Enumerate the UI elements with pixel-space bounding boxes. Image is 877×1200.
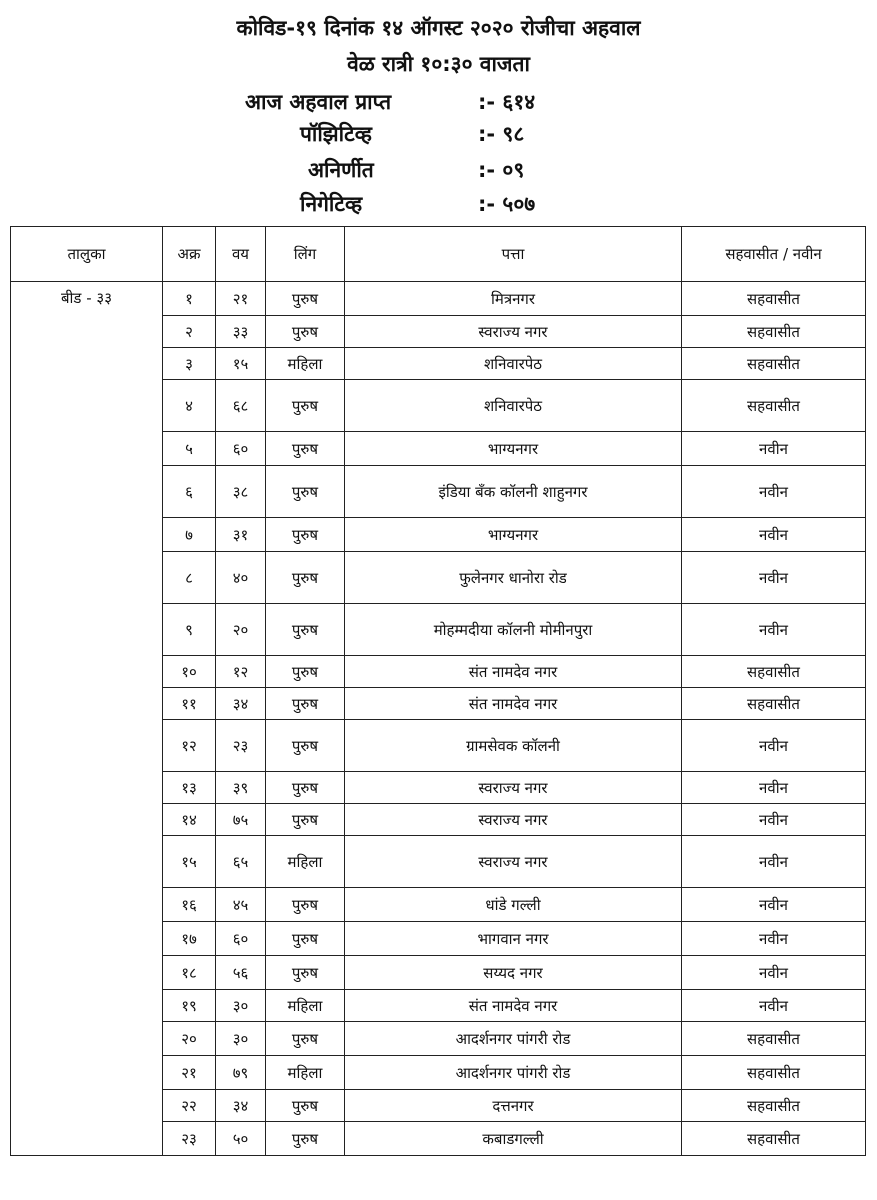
serial-cell: ३ xyxy=(163,348,216,380)
address-cell: मोहम्मदीया कॉलनी मोमीनपुरा xyxy=(345,604,682,656)
taluka-empty-cell xyxy=(11,380,163,432)
table-row xyxy=(11,836,866,888)
address-cell: इंडिया बँक कॉलनी शाहुनगर xyxy=(345,466,682,518)
gender-cell: पुरुष xyxy=(266,772,345,804)
age-cell: ३० xyxy=(216,1022,266,1056)
serial-cell: ७ xyxy=(163,518,216,552)
gender-cell: पुरुष xyxy=(266,956,345,990)
serial-cell: ८ xyxy=(163,552,216,604)
serial-cell: २३ xyxy=(163,1122,216,1156)
age-cell: ६० xyxy=(216,432,266,466)
age-cell: ३४ xyxy=(216,1090,266,1122)
type-cell: नवीन xyxy=(682,956,866,990)
taluka-empty-cell xyxy=(11,956,163,990)
age-cell: ३८ xyxy=(216,466,266,518)
age-cell: १५ xyxy=(216,348,266,380)
table-row xyxy=(11,922,866,956)
type-cell: नवीन xyxy=(682,804,866,836)
gender-cell: पुरुष xyxy=(266,922,345,956)
age-cell: ३१ xyxy=(216,518,266,552)
address-cell: संत नामदेव नगर xyxy=(345,990,682,1022)
table-row xyxy=(11,1056,866,1090)
address-cell: स्वराज्य नगर xyxy=(345,804,682,836)
summary-value: :- ९८ xyxy=(478,122,525,146)
table-row xyxy=(11,956,866,990)
serial-cell: २२ xyxy=(163,1090,216,1122)
gender-cell: पुरुष xyxy=(266,316,345,348)
serial-cell: ९ xyxy=(163,604,216,656)
taluka-empty-cell xyxy=(11,888,163,922)
type-cell: सहवासीत xyxy=(682,656,866,688)
table-row xyxy=(11,888,866,922)
age-cell: ३३ xyxy=(216,316,266,348)
type-cell: नवीन xyxy=(682,990,866,1022)
age-cell: ७९ xyxy=(216,1056,266,1090)
taluka-empty-cell xyxy=(11,720,163,772)
taluka-empty-cell xyxy=(11,772,163,804)
gender-cell: महिला xyxy=(266,836,345,888)
taluka-empty-cell xyxy=(11,1022,163,1056)
type-cell: सहवासीत xyxy=(682,348,866,380)
table-row xyxy=(11,772,866,804)
summary-value: :- ५०७ xyxy=(478,192,536,216)
taluka-empty-cell xyxy=(11,990,163,1022)
address-cell: शनिवारपेठ xyxy=(345,348,682,380)
serial-cell: १३ xyxy=(163,772,216,804)
address-cell: दत्तनगर xyxy=(345,1090,682,1122)
serial-cell: ११ xyxy=(163,688,216,720)
table-row xyxy=(11,656,866,688)
serial-cell: ५ xyxy=(163,432,216,466)
patient-table xyxy=(10,226,866,1156)
serial-cell: १८ xyxy=(163,956,216,990)
header-address: पत्ता xyxy=(345,227,682,282)
age-cell: ५० xyxy=(216,1122,266,1156)
type-cell: नवीन xyxy=(682,604,866,656)
age-cell: ७५ xyxy=(216,804,266,836)
type-cell: नवीन xyxy=(682,432,866,466)
type-cell: सहवासीत xyxy=(682,1090,866,1122)
taluka-empty-cell xyxy=(11,804,163,836)
gender-cell: पुरुष xyxy=(266,1122,345,1156)
table-row xyxy=(11,432,866,466)
taluka-empty-cell xyxy=(11,836,163,888)
gender-cell: पुरुष xyxy=(266,282,345,316)
taluka-empty-cell xyxy=(11,1090,163,1122)
taluka-empty-cell xyxy=(11,922,163,956)
type-cell: सहवासीत xyxy=(682,1056,866,1090)
gender-cell: पुरुष xyxy=(266,804,345,836)
address-cell: संत नामदेव नगर xyxy=(345,656,682,688)
serial-cell: १७ xyxy=(163,922,216,956)
serial-cell: २ xyxy=(163,316,216,348)
age-cell: २० xyxy=(216,604,266,656)
gender-cell: पुरुष xyxy=(266,552,345,604)
gender-cell: पुरुष xyxy=(266,656,345,688)
serial-cell: १५ xyxy=(163,836,216,888)
age-cell: ४५ xyxy=(216,888,266,922)
table-row xyxy=(11,518,866,552)
gender-cell: महिला xyxy=(266,990,345,1022)
type-cell: सहवासीत xyxy=(682,1022,866,1056)
serial-cell: १९ xyxy=(163,990,216,1022)
summary-label: आज अहवाल प्राप्त xyxy=(245,90,392,114)
age-cell: ५६ xyxy=(216,956,266,990)
header-gender: लिंग xyxy=(266,227,345,282)
table-row xyxy=(11,1090,866,1122)
age-cell: ३४ xyxy=(216,688,266,720)
address-cell: स्वराज्य नगर xyxy=(345,772,682,804)
type-cell: सहवासीत xyxy=(682,282,866,316)
table-row xyxy=(11,720,866,772)
age-cell: ३९ xyxy=(216,772,266,804)
address-cell: आदर्शनगर पांगरी रोड xyxy=(345,1056,682,1090)
table-header-row xyxy=(11,227,866,282)
gender-cell: पुरुष xyxy=(266,466,345,518)
summary-label: पॉझिटिव्ह xyxy=(300,122,372,146)
address-cell: भाग्यनगर xyxy=(345,432,682,466)
gender-cell: पुरुष xyxy=(266,1022,345,1056)
header-type: सहवासीत / नवीन xyxy=(682,227,866,282)
table-row xyxy=(11,466,866,518)
address-cell: स्वराज्य नगर xyxy=(345,836,682,888)
taluka-empty-cell xyxy=(11,552,163,604)
summary-value: :- ६१४ xyxy=(478,90,536,114)
header-age: वय xyxy=(216,227,266,282)
taluka-empty-cell xyxy=(11,656,163,688)
taluka-empty-cell xyxy=(11,466,163,518)
type-cell: सहवासीत xyxy=(682,316,866,348)
table-row xyxy=(11,1022,866,1056)
table-row xyxy=(11,688,866,720)
taluka-empty-cell xyxy=(11,348,163,380)
taluka-empty-cell xyxy=(11,1056,163,1090)
summary-label: निगेटिव्ह xyxy=(300,192,363,216)
gender-cell: पुरुष xyxy=(266,380,345,432)
type-cell: नवीन xyxy=(682,836,866,888)
taluka-cell: बीड - ३३ xyxy=(11,282,163,316)
gender-cell: पुरुष xyxy=(266,604,345,656)
table-body xyxy=(11,282,866,1156)
serial-cell: १ xyxy=(163,282,216,316)
table-row xyxy=(11,348,866,380)
serial-cell: १४ xyxy=(163,804,216,836)
address-cell: संत नामदेव नगर xyxy=(345,688,682,720)
serial-cell: १० xyxy=(163,656,216,688)
taluka-empty-cell xyxy=(11,518,163,552)
type-cell: नवीन xyxy=(682,888,866,922)
gender-cell: पुरुष xyxy=(266,518,345,552)
serial-cell: ४ xyxy=(163,380,216,432)
type-cell: सहवासीत xyxy=(682,688,866,720)
summary-label: अनिर्णीत xyxy=(308,158,374,182)
gender-cell: महिला xyxy=(266,348,345,380)
type-cell: नवीन xyxy=(682,922,866,956)
table-row xyxy=(11,604,866,656)
age-cell: ४० xyxy=(216,552,266,604)
gender-cell: पुरुष xyxy=(266,1090,345,1122)
address-cell: धांडे गल्ली xyxy=(345,888,682,922)
gender-cell: महिला xyxy=(266,1056,345,1090)
taluka-empty-cell xyxy=(11,316,163,348)
table-row xyxy=(11,1122,866,1156)
serial-cell: ६ xyxy=(163,466,216,518)
age-cell: २१ xyxy=(216,282,266,316)
table-row xyxy=(11,316,866,348)
address-cell: सय्यद नगर xyxy=(345,956,682,990)
table-row xyxy=(11,380,866,432)
type-cell: नवीन xyxy=(682,552,866,604)
table-row xyxy=(11,804,866,836)
address-cell: ग्रामसेवक कॉलनी xyxy=(345,720,682,772)
serial-cell: २१ xyxy=(163,1056,216,1090)
serial-cell: १६ xyxy=(163,888,216,922)
table-row xyxy=(11,282,866,316)
taluka-empty-cell xyxy=(11,688,163,720)
gender-cell: पुरुष xyxy=(266,432,345,466)
report-title: कोविड-१९ दिनांक १४ ऑगस्ट २०२० रोजीचा अहवाल xyxy=(236,16,641,40)
address-cell: स्वराज्य नगर xyxy=(345,316,682,348)
address-cell: शनिवारपेठ xyxy=(345,380,682,432)
age-cell: १२ xyxy=(216,656,266,688)
gender-cell: पुरुष xyxy=(266,888,345,922)
table-row xyxy=(11,990,866,1022)
address-cell: फुलेनगर धानोरा रोड xyxy=(345,552,682,604)
type-cell: नवीन xyxy=(682,466,866,518)
address-cell: कबाडगल्ली xyxy=(345,1122,682,1156)
serial-cell: २० xyxy=(163,1022,216,1056)
type-cell: सहवासीत xyxy=(682,1122,866,1156)
address-cell: भाग्यनगर xyxy=(345,518,682,552)
type-cell: नवीन xyxy=(682,518,866,552)
taluka-empty-cell xyxy=(11,604,163,656)
gender-cell: पुरुष xyxy=(266,688,345,720)
age-cell: ६५ xyxy=(216,836,266,888)
taluka-empty-cell xyxy=(11,432,163,466)
table-row xyxy=(11,552,866,604)
type-cell: नवीन xyxy=(682,772,866,804)
age-cell: ६० xyxy=(216,922,266,956)
address-cell: भागवान नगर xyxy=(345,922,682,956)
header-serial: अक्र xyxy=(163,227,216,282)
gender-cell: पुरुष xyxy=(266,720,345,772)
type-cell: नवीन xyxy=(682,720,866,772)
address-cell: मित्रनगर xyxy=(345,282,682,316)
taluka-empty-cell xyxy=(11,1122,163,1156)
report-time: वेळ रात्री १०:३० वाजता xyxy=(347,52,530,76)
summary-value: :- ०९ xyxy=(478,158,525,182)
age-cell: २३ xyxy=(216,720,266,772)
age-cell: ६८ xyxy=(216,380,266,432)
address-cell: आदर्शनगर पांगरी रोड xyxy=(345,1022,682,1056)
header-taluka: तालुका xyxy=(11,227,163,282)
age-cell: ३० xyxy=(216,990,266,1022)
serial-cell: १२ xyxy=(163,720,216,772)
type-cell: सहवासीत xyxy=(682,380,866,432)
